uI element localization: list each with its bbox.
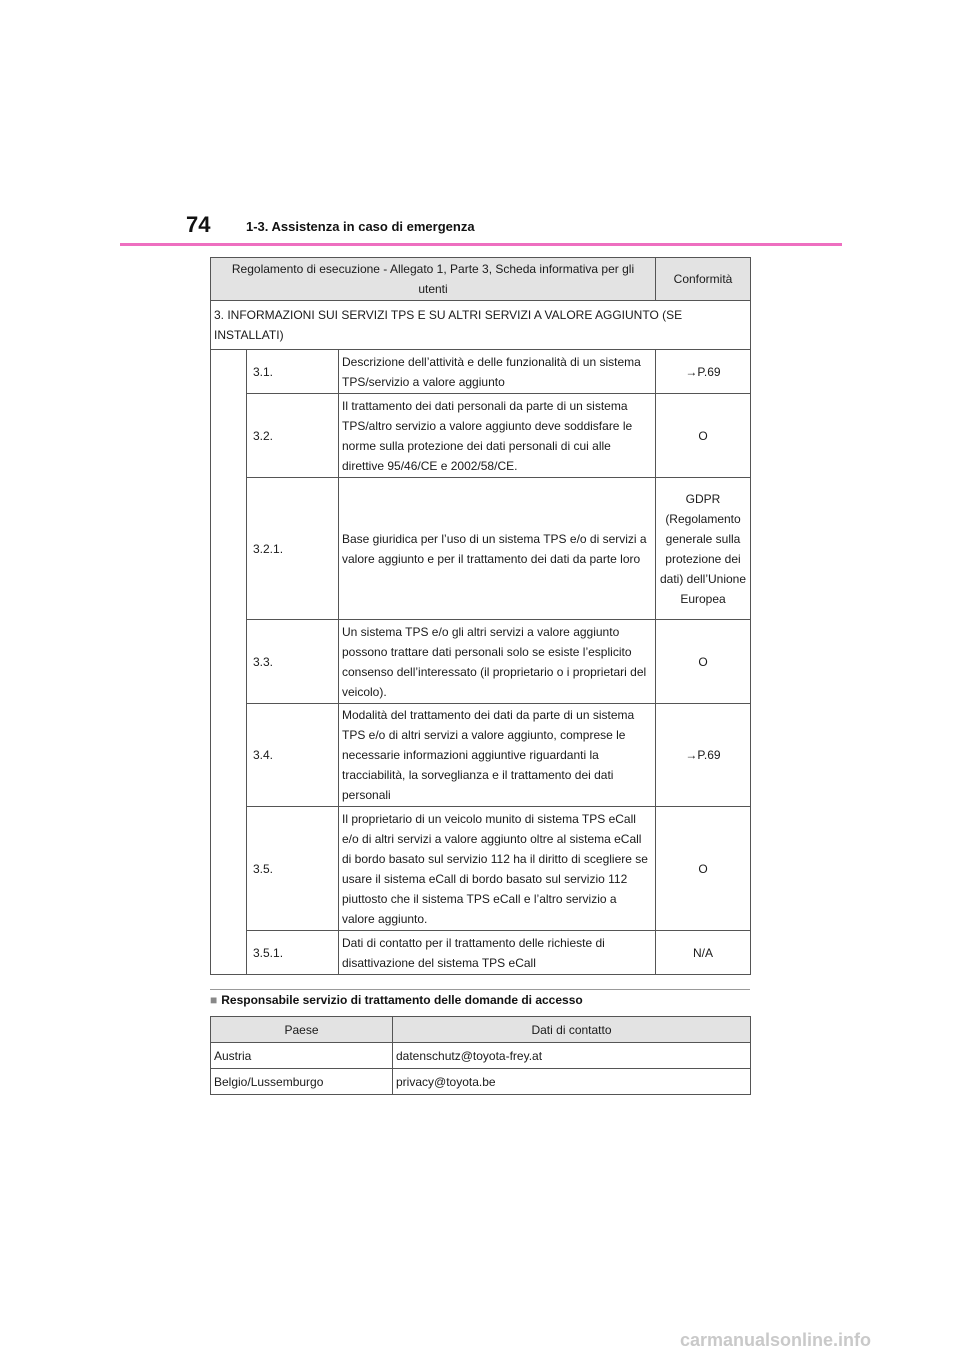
- row-number: 3.2.: [247, 394, 339, 478]
- table-row: [211, 931, 751, 975]
- table-header-row: [211, 258, 751, 301]
- watermark: carmanualsonline.info: [680, 1330, 872, 1350]
- square-bullet-icon: ■: [210, 993, 218, 1007]
- table-row: [211, 807, 751, 931]
- row-description: Descrizione dell’attività e delle funzionalità di un sistema TPS/servizio a valore aggiunto: [339, 350, 656, 394]
- row-conformity: →P.69: [656, 704, 751, 807]
- row-conformity: N/A: [656, 931, 751, 975]
- subsection-title: Responsabile servizio di trattamento delle domande di accesso: [221, 993, 583, 1007]
- row-number: 3.1.: [247, 350, 339, 394]
- contact-cell: datenschutz@toyota-frey.at: [393, 1043, 751, 1069]
- page-number: 74: [186, 212, 211, 237]
- row-number: 3.5.: [247, 807, 339, 931]
- contact-column-header: Dati di contatto: [393, 1017, 751, 1043]
- table-row: [211, 1069, 751, 1095]
- compliance-table: [210, 257, 751, 975]
- conformity-column-header: Conformità: [656, 258, 751, 301]
- table-header-row: [211, 1017, 751, 1043]
- country-column-header: Paese: [211, 1017, 393, 1043]
- table-section-row: [211, 301, 751, 350]
- section-heading-cell: 3. INFORMAZIONI SUI SERVIZI TPS E SU ALTRI SERVIZI A VALORE AGGIUNTO (SE INSTALLATI): [211, 301, 751, 350]
- contact-table: [210, 1016, 751, 1095]
- row-number: 3.5.1.: [247, 931, 339, 975]
- table-row: [211, 394, 751, 478]
- table-row: [211, 704, 751, 807]
- contact-cell: privacy@toyota.be: [393, 1069, 751, 1095]
- row-conformity: O: [656, 394, 751, 478]
- subsection-heading: [210, 993, 583, 1007]
- row-description: Base giuridica per l’uso di un sistema TPS e/o di servizi a valore aggiunto e per il trattamento dei dati da parte loro: [339, 478, 656, 620]
- regulation-column-header: Regolamento di esecuzione - Allegato 1, Parte 3, Scheda informativa per gli utenti: [211, 258, 656, 301]
- row-number: 3.2.1.: [247, 478, 339, 620]
- row-description: Il trattamento dei dati personali da parte di un sistema TPS/altro servizio a valore aggiunto deve soddisfare le norme sulla protezione dei dati personali di cui alle direttive 95/46/CE e 2002/58/CE.: [339, 394, 656, 478]
- row-description: Un sistema TPS e/o gli altri servizi a valore aggiunto possono trattare dati personali solo se esiste l’esplicito consenso dell’interessato (il proprietario o i proprietari del veicolo).: [339, 620, 656, 704]
- row-number: 3.3.: [247, 620, 339, 704]
- table-row: [211, 350, 751, 394]
- row-description: Il proprietario di un veicolo munito di sistema TPS eCall e/o di altri servizi a valore aggiunto oltre al sistema eCall di bordo basato sul servizio 112 ha il diritto di scegliere se usare il sistema eCall di bordo basato sul servizio 112 piuttosto che il sistema TPS eCall e l’altro servizio a valore aggiunto.: [339, 807, 656, 931]
- row-description: Modalità del trattamento dei dati da parte di un sistema TPS e/o di altri servizi a valore aggiunto, comprese le necessarie informazioni aggiuntive riguardanti la tracciabilità, la sorveglianza e il trattamento dei dati personali: [339, 704, 656, 807]
- row-conformity: →P.69: [656, 350, 751, 394]
- row-conformity: GDPR (Regolamento generale sulla protezione dei dati) dell’Unione Europea: [656, 478, 751, 620]
- country-cell: Austria: [211, 1043, 393, 1069]
- section-title: 1-3. Assistenza in caso di emergenza: [246, 219, 475, 234]
- row-description: Dati di contatto per il trattamento delle richieste di disattivazione del sistema TPS eCall: [339, 931, 656, 975]
- row-conformity: O: [656, 620, 751, 704]
- row-number: 3.4.: [247, 704, 339, 807]
- header-divider: [120, 243, 842, 246]
- subsection-divider: [210, 989, 750, 990]
- row-conformity: O: [656, 807, 751, 931]
- table-row: [211, 620, 751, 704]
- table-row: [211, 478, 751, 620]
- table-row: [211, 1043, 751, 1069]
- indent-cell: [211, 350, 247, 975]
- country-cell: Belgio/Lussemburgo: [211, 1069, 393, 1095]
